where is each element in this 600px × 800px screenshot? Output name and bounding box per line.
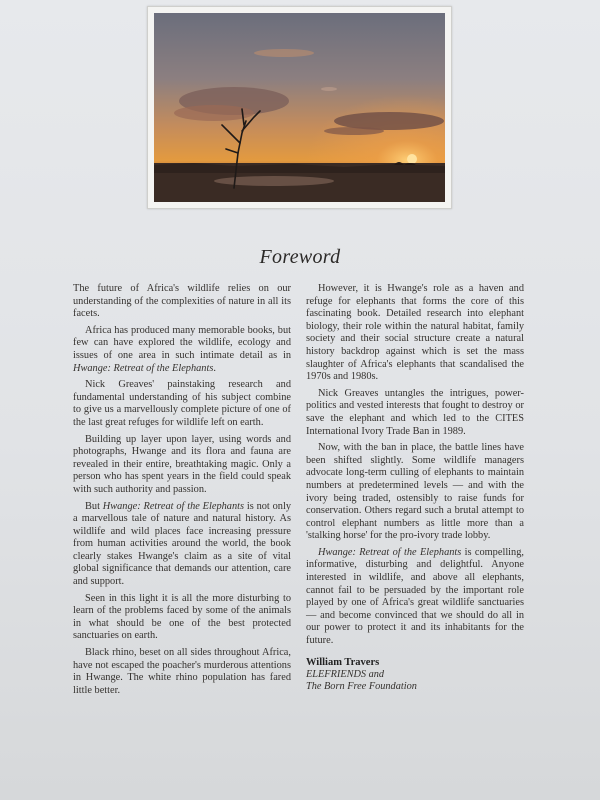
paragraph	[73, 283, 291, 321]
paragraph-text: is compelling, informative, disturbing and delightful. Anyone interested in wildlife, and above all elephants, cannot fail to be persuaded by the important role played by one of Africa's great wildlife sanctuaries — and become convinced that we should do all in our power to protect it and its inhabitants for the future.	[306, 546, 524, 647]
sunset-savanna-image	[154, 13, 445, 202]
sunset-savanna-photo	[154, 13, 445, 202]
paragraph-text: The future of Africa's wildlife relies on our understanding of the complexities of nature in all its facets.	[73, 283, 291, 320]
paragraph	[73, 379, 291, 429]
photo-frame	[147, 6, 452, 209]
paragraph-text: Africa has produced many memorable books, but few can have explored the wildlife, ecology and issues of one area in such intimate detail as in	[73, 324, 291, 361]
book-title-text: Hwange: Retreat of the Elephants	[318, 546, 462, 558]
paragraph	[73, 325, 291, 375]
paragraph	[73, 434, 291, 497]
paragraph-text: Nick Greaves untangles the intrigues, power-politics and vested interests that fought to destroy or save the elephant and which led to the CITES International Ivory Trade Ban in 1989.	[306, 387, 524, 437]
paragraph	[73, 501, 291, 589]
paragraph-text: However, it is Hwange's role as a haven and refuge for elephants that forms the core of this fascinating book. Detailed research into elephant biology, their role within the natural habitat, family society and their social structure create a natural history backdrop against which is set the mass slaughter of Africa's elephants that scandalised the 1970s and 1980s.	[306, 283, 524, 383]
book-title-text: Hwange: Retreat of the Elephants	[102, 500, 245, 512]
paragraph-text: Seen in this light it is all the more disturbing to learn of the problems faced by some of the animals in what should be one of the best protected sanctuaries on earth.	[73, 592, 291, 642]
book-title-text: Hwange: Retreat of the Elephants	[73, 362, 214, 374]
paragraph-text: is not only a marvellous tale of nature and natural history. As wildlife and wild places face increasing pressure from human activities around the world, the book clearly stakes Hwange's claim as a site of vital global significance that demands our attention, care and support.	[73, 500, 292, 588]
signature-organization-line-2: The Born Free Foundation	[306, 681, 417, 693]
signature-name: William Travers	[306, 656, 380, 668]
paragraph-text: Building up layer upon layer, using words and photographs, Hwange and its flora and fauna are revealed in their entire, breathtaking magic. Only a person who has spent years in the field could speak with such authority and passion.	[73, 433, 291, 495]
signature-organization-line-1: ELEFRIENDS and	[306, 668, 385, 680]
paragraph	[306, 283, 524, 384]
paragraph	[306, 388, 524, 438]
paragraph-text: But	[85, 500, 103, 512]
page-title: Foreword	[259, 246, 341, 268]
signature-block	[306, 656, 524, 694]
paragraph-text: Now, with the ban in place, the battle lines have been shifted slightly. Some wildlife managers advocate long-term culling of elephants to maintain numbers at predetermined levels — and with the ivory being traded, ostensibly to raise funds for conservation. Others regard such a brutal attempt to control elephant numbers as little more than a 'stalking horse' for the pro-ivory trade lobby.	[306, 442, 524, 542]
paragraph	[306, 547, 524, 648]
paragraph-text: Nick Greaves' painstaking research and fundamental understanding of his subject combine to give us a marvellously complete picture of one of the last great refuges for wildlife left on earth.	[73, 379, 291, 428]
paragraph	[73, 647, 291, 697]
right-paragraphs	[306, 283, 524, 648]
right-text-column	[306, 283, 524, 694]
paragraph-text: .	[213, 362, 216, 374]
left-text-column	[73, 283, 291, 701]
paragraph	[73, 593, 291, 643]
paragraph	[306, 442, 524, 543]
paragraph-text: Black rhino, beset on all sides throughout Africa, have not escaped the poacher's murderous attentions in Hwange. The white rhino population has fared little better.	[73, 647, 291, 696]
